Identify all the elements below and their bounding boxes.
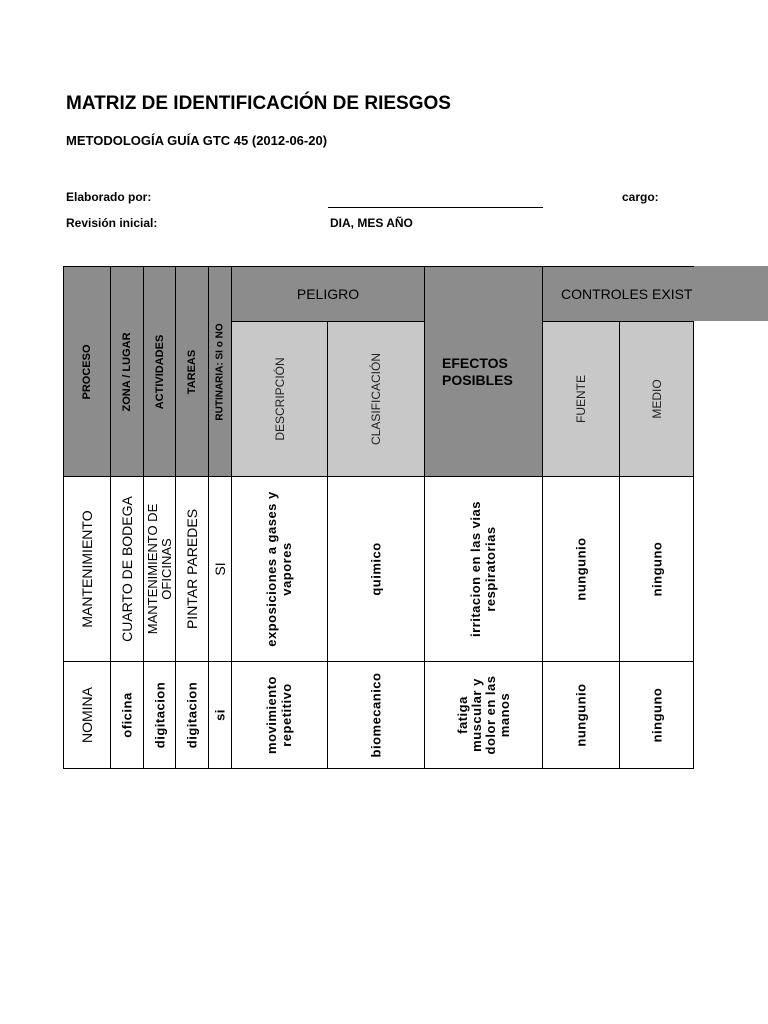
table-row-1-medio xyxy=(619,476,694,662)
table-row-2-rutinaria xyxy=(208,661,232,769)
elaborado-label: Elaborado por: xyxy=(66,190,152,204)
header-tareas xyxy=(175,266,209,477)
header-zona xyxy=(110,266,144,477)
row1-tareas: PINTAR PAREDES xyxy=(184,508,200,630)
header-medio-label: MEDIO xyxy=(649,379,664,419)
revision-label: Revisión inicial: xyxy=(66,216,158,230)
row2-zona: oficina xyxy=(119,692,135,738)
header-descripcion xyxy=(231,321,328,477)
table-row-1-clasificacion xyxy=(327,476,425,662)
table-row-2-efectos xyxy=(424,661,543,769)
row2-actividades: digitacion xyxy=(152,681,167,749)
header-rutinaria xyxy=(208,266,232,477)
header-clasificacion-label: CLASIFICACIÓN xyxy=(369,352,383,446)
table-row-2-proceso xyxy=(63,661,111,769)
revision-value: DIA, MES AÑO xyxy=(330,216,413,230)
table-row-2-clasificacion xyxy=(327,661,425,769)
header-fuente xyxy=(542,321,620,477)
header-rutinaria-label: RUTINARIA: SI o NO xyxy=(214,322,226,421)
row1-zona: CUARTO DE BODEGA xyxy=(119,496,135,642)
table-row-2-tareas xyxy=(175,661,209,769)
row2-tareas: digitacion xyxy=(184,681,200,749)
header-actividades-label: ACTIVIDADES xyxy=(153,334,166,409)
table-row-1-zona xyxy=(110,476,144,662)
table-row-2-descripcion xyxy=(231,661,328,769)
document-title: MATRIZ DE IDENTIFICACIÓN DE RIESGOS xyxy=(66,93,451,114)
header-controles xyxy=(542,266,694,322)
header-fuente-label: FUENTE xyxy=(574,375,588,423)
header-proceso-label: PROCESO xyxy=(81,343,93,400)
header-peligro xyxy=(231,266,425,322)
header-clasificacion xyxy=(327,321,425,477)
row2-rutinaria: si xyxy=(212,709,228,721)
methodology-subtitle: METODOLOGÍA GUÍA GTC 45 (2012-06-20) xyxy=(66,133,328,148)
table-row-1-rutinaria xyxy=(208,476,232,662)
row1-efectos: irritacion en las vias respiratorias xyxy=(467,501,498,638)
header-actividades xyxy=(143,266,176,477)
cargo-label: cargo: xyxy=(622,190,659,204)
table-row-2-zona xyxy=(110,661,144,769)
header-controles-overflow xyxy=(694,266,768,321)
row1-actividades: MANTENIMIENTO DE OFICINAS xyxy=(144,503,174,635)
header-tareas-label: TAREAS xyxy=(186,349,198,394)
table-row-2-fuente xyxy=(542,661,620,769)
table-row-2-actividades xyxy=(143,661,176,769)
table-row-1-efectos xyxy=(424,476,543,662)
header-zona-label: ZONA / LUGAR xyxy=(121,331,133,412)
table-row-1-actividades xyxy=(143,476,176,662)
row2-efectos: fatiga muscular y dolor en las manos xyxy=(454,675,512,755)
row1-fuente: nungunio xyxy=(573,537,589,601)
row2-proceso: NOMINA xyxy=(79,687,95,743)
row2-descripcion: movimiento repetitivo xyxy=(263,676,294,754)
row1-medio: ninguno xyxy=(649,541,664,597)
row1-proceso: MANTENIMIENTO xyxy=(79,510,95,628)
row2-medio: ninguno xyxy=(649,687,664,743)
table-row-1-fuente xyxy=(542,476,620,662)
row2-clasificacion: biomecanico xyxy=(368,672,384,758)
header-efectos-label: EFECTOS POSIBLES xyxy=(442,354,513,388)
table-row-2-medio xyxy=(619,661,694,769)
row1-rutinaria: SI xyxy=(212,562,228,576)
header-peligro-label: PELIGRO xyxy=(296,286,360,302)
row2-fuente: nungunio xyxy=(573,683,589,747)
row1-clasificacion: quimico xyxy=(368,542,384,596)
row1-descripcion: exposiciones a gases y vapores xyxy=(263,491,294,647)
header-efectos xyxy=(424,266,543,477)
header-controles-label: CONTROLES EXIST xyxy=(561,286,693,302)
header-medio xyxy=(619,321,694,477)
header-descripcion-label: DESCRIPCIÓN xyxy=(272,357,287,441)
header-proceso xyxy=(63,266,111,477)
table-row-1-tareas xyxy=(175,476,209,662)
table-row-1-descripcion xyxy=(231,476,328,662)
table-row-1-proceso xyxy=(63,476,111,662)
